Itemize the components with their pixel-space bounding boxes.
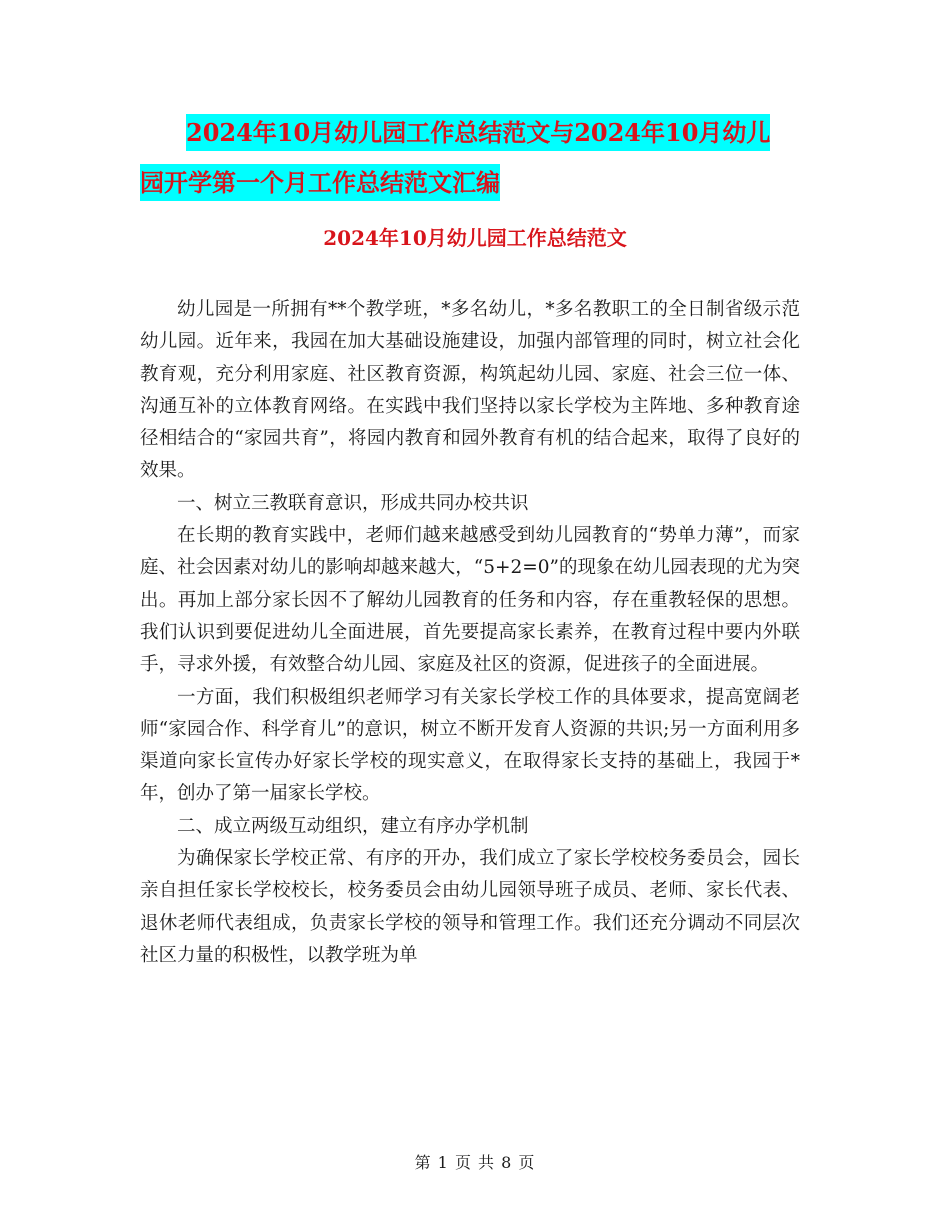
- section-title: 2024年10月幼儿园工作总结范文: [323, 226, 627, 250]
- document-title-line-1: 2024年10月幼儿园工作总结范文与2024年10月幼儿: [186, 114, 770, 151]
- paragraph: 在长期的教育实践中，老师们越来越感受到幼儿园教育的“势单力薄”，而家庭、社会因素对幼儿的影响却越来越大，“5+2=0”的现象在幼儿园表现的尤为突出。再加上部分家长因不了解幼儿园教育的任务和内容，存在重教轻保的思想。我们认识到要促进幼儿全面进展，首先要提高家长素养，在教育过程中要内外联手，寻求外援，有效整合幼儿园、家庭及社区的资源，促进孩子的全面进展。: [140, 525, 800, 676]
- paragraph: 幼儿园是一所拥有**个教学班，*多名幼儿，*多名教职工的全日制省级示范幼儿园。近年来，我园在加大基础设施建设，加强内部管理的同时，树立社会化教育观，充分利用家庭、社区教育资源，构筑起幼儿园、家庭、社会三位一体、沟通互补的立体教育网络。在实践中我们坚持以家长学校为主阵地、多种教育途径相结合的“家园共育”，将园内教育和园外教育有机的结合起来，取得了良好的效果。: [140, 299, 800, 482]
- document-title: [140, 108, 820, 208]
- page-footer: 第 1 页 共 8 页: [414, 1153, 536, 1172]
- section-heading: 一、树立三教联育意识，形成共同办校共识: [177, 492, 529, 514]
- paragraph: 为确保家长学校正常、有序的开办，我们成立了家长学校校务委员会，园长亲自担任家长学校校长，校务委员会由幼儿园领导班子成员、老师、家长代表、退休老师代表组成，负责家长学校的领导和管理工作。我们还充分调动不同层次社区力量的积极性，以教学班为单: [140, 848, 800, 966]
- document-body: [140, 294, 800, 972]
- document-title-line-2: 园开学第一个月工作总结范文汇编: [140, 164, 500, 201]
- paragraph: 一方面，我们积极组织老师学习有关家长学校工作的具体要求，提高宽阔老师“家园合作、科学育儿”的意识，树立不断开发育人资源的共识;另一方面利用多渠道向家长宣传办好家长学校的现实意义，在取得家长支持的基础上，我园于*年，创办了第一届家长学校。: [140, 686, 800, 805]
- section-heading: 二、成立两级互动组织，建立有序办学机制: [177, 815, 529, 837]
